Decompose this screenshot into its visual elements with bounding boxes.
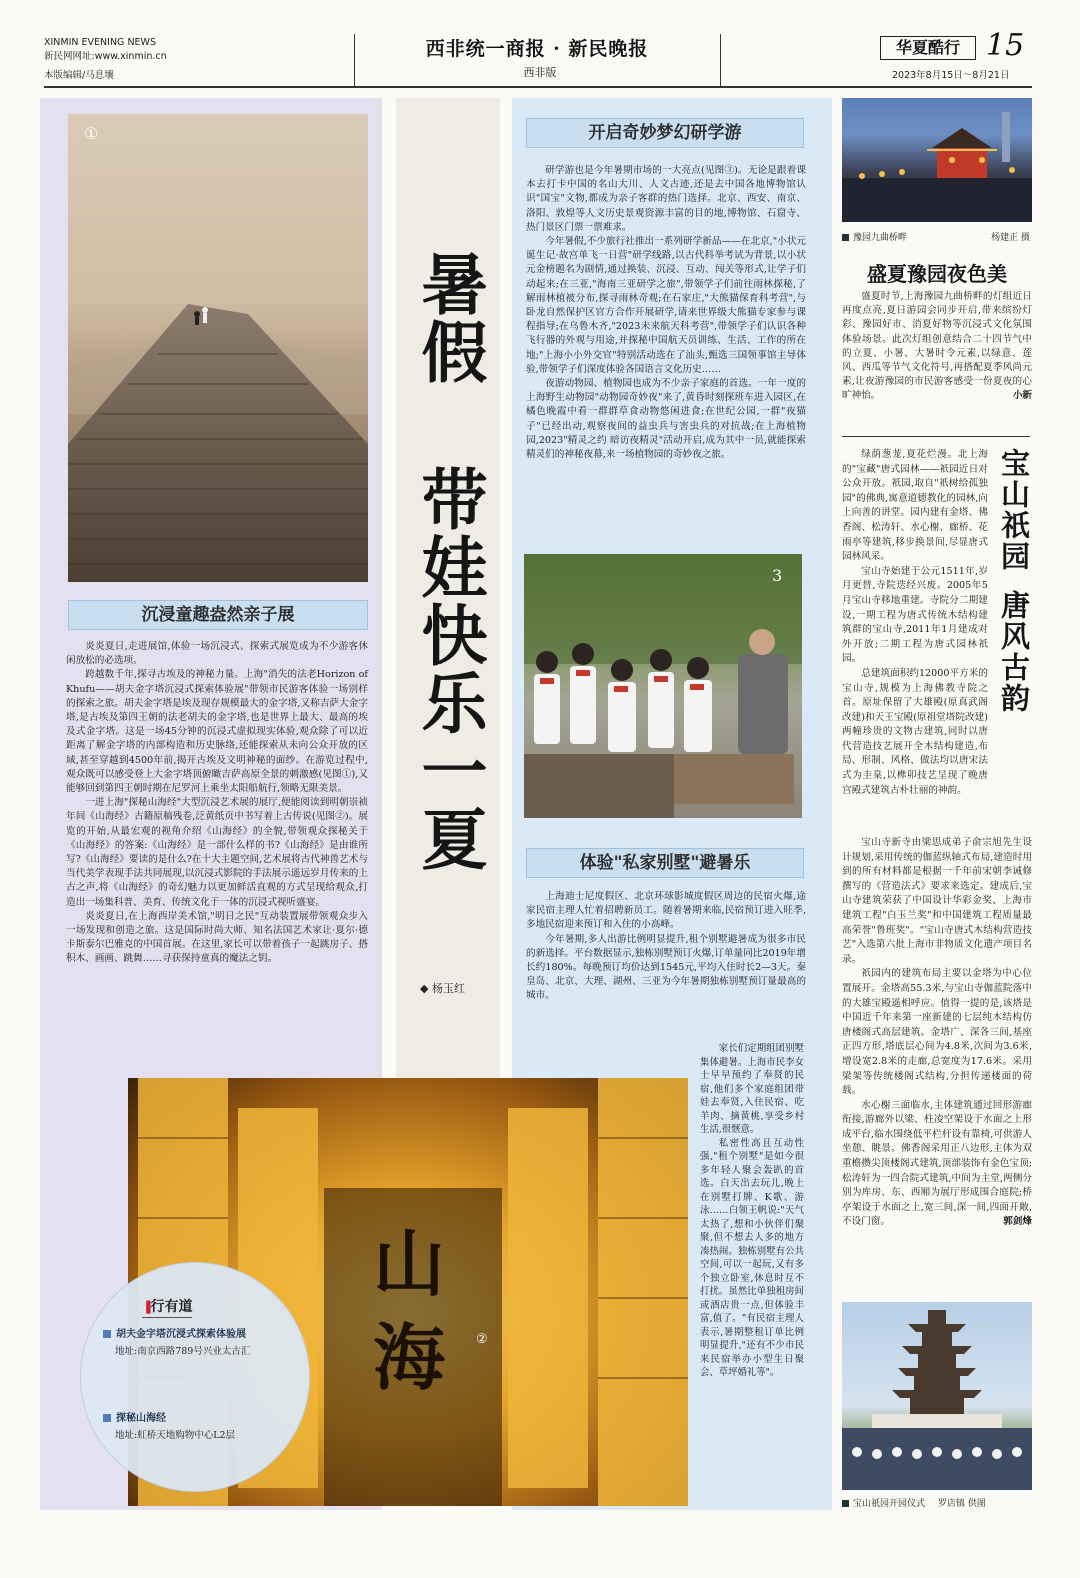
yuyuan-author: 小新 xyxy=(1012,390,1032,402)
column-label: 华夏酷行 xyxy=(880,36,976,60)
info-item-1-name: 胡夫金字塔沉浸式探索体验展 xyxy=(116,1329,246,1340)
website-line: 新民网网址:www.xinmin.cn xyxy=(44,51,167,62)
mid-article-2-body-top xyxy=(526,890,806,1004)
caption-square-icon xyxy=(842,234,849,241)
pagoda-photo xyxy=(842,1302,1032,1490)
info-item-2-address: 地址:虹桥天地购物中心L2层 xyxy=(115,1430,236,1441)
left-paragraph: 一进上海"探秘山海经"大型沉浸艺术展的展厅,便能阅读到明朝崇祯年间《山海经》古籍原稿残卷,泛黄纸页中书写着上古传说(见图②)。展览的开始,从最宏观的视角介绍《山海经》的全貌,带领观众探秘关于《山海经》的答案:《山海经》是一部什么样的书?《山海经》是由谁所写?《山海经》要读的是什么?在十大主题空间,艺术展将古代神兽艺术与当代美学表现手法共同展现,以沉浸式影院的手法展示遥远岁月传来的上古之声,将《山海经》的奇幻魅力以更加鲜活直观的方式呈现给观众,打造出一场集科普、美育、传统文化于一体的沉浸式视听盛宴。 xyxy=(66,797,368,908)
info-item-1-address: 地址:南京西路789号兴业太古汇 xyxy=(115,1346,251,1357)
pagoda-caption-place: 宝山祇园开园仪式 xyxy=(853,1499,926,1509)
pyramid-illustration xyxy=(68,114,368,582)
baoshan-paragraph xyxy=(842,1099,1032,1230)
left-paragraph: 炎炎夏日,在上海西岸美术馆,"明日之民"互动装置展带领观众步入一场发现和创造之旅。这是国际时尚大师、知名法国艺术家让·夏尔·德卡斯泰尔巴雅克的中国首展。在这里,家长可以带着孩子一起跳房子、搭积木、画画、跳舞……寻获保持童真的魔法之钥。 xyxy=(66,910,368,965)
yuyuan-photo xyxy=(842,98,1032,222)
mid-paragraph: 上海迪士尼度假区、北京环球影城度假区周边的民宿火爆,途家民宿主理人忙着招聘新员工。随着暑期来临,民宿预订进入旺季,多地民宿迎来预订和入住的小高峰。 xyxy=(526,891,806,931)
mid-section-title-2: 体验"私家别墅"避暑乐 xyxy=(526,848,804,878)
study-tour-illustration xyxy=(524,554,802,818)
issue-date: 2023年8月15日～8月21日 xyxy=(892,70,1010,81)
info-item-2 xyxy=(103,1412,263,1443)
page-number: 15 xyxy=(986,28,1025,63)
baoshan-title-2: 唐风古韵 xyxy=(997,590,1031,714)
yuyuan-text: 盛夏时节,上海豫园九曲桥畔的灯组近日再度点亮,夏日游园会同步开启,带来缤纷灯彩、豫园好市、消夏好物等沉浸式文化氛围体验场景。此次灯组创意结合二十四节气中的立夏、小暑、大暑时令元素,以绿意、莲风、西瓜等节气文化符号,再搭配夏季风尚元素,让夜游豫园的市民游客感受一份夏夜的心旷神怡。 xyxy=(842,291,1032,402)
baoshan-author: 郭剑烽 xyxy=(1003,1216,1032,1228)
baoshan-paragraph: 绿荫葱茏,夏花烂漫。北上海的"宝藏"唐式园林——祇园近日对公众开放。祇园,取自"祇树给孤独园"的佛典,寓意道德教化的园林,向上向善的讲堂。园内建有金塔、佛香阁、松涛轩、水心榭、廊桥、花雨亭等建筑,移步换景间,尽显唐式园林风采。 xyxy=(842,449,988,563)
masthead-divider-left xyxy=(354,34,355,86)
baoshan-title-1: 宝山祇园 xyxy=(997,448,1031,572)
masthead-divider-right xyxy=(720,34,721,86)
author-byline: ◆ 杨玉红 xyxy=(420,982,465,995)
info-item-1 xyxy=(103,1328,263,1359)
caption-square-icon xyxy=(842,1500,849,1507)
baoshan-paragraph: 总建筑面积约12000平方米的宝山寺,规模为上海佛教寺院之首。原址保留了大雄殿(原真武阁改建)和天王宝殿(原祖堂塔院改建)两幢珍贵的文物古建筑,同时以唐代营造技艺展开全木结构建造,布局、形制、风格、做法均以唐宋法式为圭臬,以榫卯技艺呈现了晚唐宫殿式建筑古朴壮丽的神韵。 xyxy=(842,667,988,796)
left-article-body xyxy=(66,640,368,967)
mid-paragraph: 夜游动物园、植物园也成为不少亲子家庭的首选。一年一度的上海野生动物园"动物园奇妙夜"来了,黄昏时刻探班车进入园区,在橘色晚霞中看一群群草食动物悠闲进食;在世纪公园,一群"夜猫子"已经出动,观察夜间的益虫兵与害虫兵的对抗战;在上海植物园,2023"精灵之约 暗访夜精灵"活动开启,成为其中一员,就能探索精灵们的神秘夜幕,来一场植物园的奇妙夜之旅。 xyxy=(526,378,806,461)
info-item-2-name: 探秘山海经 xyxy=(116,1413,166,1424)
info-box-brand: ▐行有道 xyxy=(142,1296,192,1318)
info-bullet-icon xyxy=(103,1414,111,1422)
mid-paragraph: 研学游也是今年暑期市场的一大亮点(见图③)。无论是跟着课本去打卡中国的名山大川、人文古迹,还是去中国各地博物馆认识"国宝"文物,都成为亲子客群的热门选择。北京、西安、南京、洛阳、敦煌等人文历史景观资源丰富的目的地,博物馆、石窟寺、热门景区门票一票难求。 xyxy=(526,165,806,233)
mid-paragraph: 私密性高且互动性强,"租个别墅"是如今很多年轻人聚会轰趴的首选。白天出去玩儿,晚上在别墅打牌、K歌、游泳……白领王帆说:"天气太热了,想和小伙伴们聚聚,但不想去人多的地方凑热闹。独栋别墅有公共空间,可以一起玩,又有多个独立卧室,休息时互不打扰。虽然比单独租房间或酒店贵一点,但体验丰富,值了。"有民宿主理人表示,暑期整租订单比例明显提升,"还有不少市民来民宿举办小型生日聚会、草坪婚礼等"。 xyxy=(700,1137,804,1378)
left-paragraph: 炎炎夏日,走进展馆,体验一场沉浸式、探索式展览成为不少游客休闲放松的必选项。 xyxy=(66,641,368,667)
edition-label: 西非版 xyxy=(523,66,557,79)
pagoda-illustration xyxy=(842,1302,1032,1490)
pagoda-caption xyxy=(842,1496,1032,1509)
baoshan-body-wide xyxy=(842,836,1032,1230)
info-bullet-icon xyxy=(103,1330,111,1338)
left-section-title: 沉浸童趣盎然亲子展 xyxy=(68,600,368,630)
yuyuan-caption-place: 豫园九曲桥畔 xyxy=(853,233,908,243)
editor-line: 本版编辑/马息壤 xyxy=(44,70,114,81)
info-box-brand-text: 行有道 xyxy=(150,1299,193,1315)
main-headline: 暑假 带娃快乐一夏 xyxy=(410,250,487,873)
big-char-shan: 山 xyxy=(373,1221,446,1306)
mid-section-title-1: 开启奇妙梦幻研学游 xyxy=(526,118,804,148)
masthead-rule xyxy=(44,86,1032,88)
author-name: 杨玉红 xyxy=(431,982,465,995)
mid-paragraph: 家长们定期组团别墅集体避暑。上海市民李女士早早预约了奉贤的民宿,他们多个家庭组团带娃去奉贤,入住民宿、吃羊肉、摘黄桃,享受乡村生活,很惬意。 xyxy=(700,1043,804,1135)
baoshan-body-narrow xyxy=(842,448,988,798)
photo-number-1: ① xyxy=(84,124,99,143)
baoshan-paragraph: 祇园内的建筑布局主要以金塔为中心位置展开。金塔高55.3米,与宝山寺伽蓝院落中的大雄宝殿遥相呼应。值得一提的是,该塔是中国近千年来第一座新建的七层纯木结构仿唐楼阁式高层建筑。金塔广、深各三间,基座正四方形,塔底层心间为4.8米,次间为3.6米,增设宽2.8米的走廊,总宽度为17.6米。采用梁架等传统楼阁式结构,分担传递楼面的荷载。 xyxy=(842,968,1032,1097)
info-box xyxy=(80,1262,310,1492)
baoshan-paragraph: 宝山寺始建于公元1511年,岁月更替,寺院迭经兴废。2005年5月宝山寺移地重建。寺院分二期建设,一期工程为唐式传统木结构建筑群的宝山寺,2011年1月建成对外开放;二期工程为唐式园林祇园。 xyxy=(842,565,988,665)
right-column-divider xyxy=(842,436,1030,437)
big-char-hai: 海 xyxy=(373,1315,446,1400)
mid-article-1-body xyxy=(526,164,806,462)
mid-paragraph: 今年暑假,不少旅行社推出一系列研学新品——在北京,"小状元诞生记·故宫单飞一日营"研学线路,以古代科举考试为背景,以小状元金榜题名为剧情,通过换装、沉浸、互动、闯关等形式,让学子们动起来;在三亚,"海南三亚研学之旅",带领学子们前往雨林探秘,了解雨林植被分布,探寻雨林奇观;在石家庄,"大熊猫保育科考营",与卧龙自然保护区官方合作开展研学,请来世界级大熊猫专家参与课程指导;在乌鲁木齐,"2023未来航天科考营",带领学子们认识各种飞行器的外观与用途,并探秘中国航天员训练、生活、工作的所在地;"上海小小外交官"特别活动选在了汕头,甄选三国领事馆主导体验,带领学子们深度体验各国语言文化历史…… xyxy=(526,236,806,375)
yuyuan-paragraph xyxy=(842,290,1032,404)
photo-number-3: 3 xyxy=(772,566,783,585)
left-paragraph: 跨越数千年,探寻古埃及的神秘力量。上海"消失的法老Horizon of Khufu——胡夫金字塔沉浸式探索体验展"带领市民游客体验一场别样的探索之旅。胡夫金字塔是埃及现存规模最大的金字塔,又称吉萨大金字塔,是古埃及第四王朝的法老胡夫的金字塔,也是世界上最大、最高的埃及式金字塔。这是一场45分钟的沉浸式虚拟现实体验,观众除了可以近距离了解金字塔的内部构造和历史脉络,还能探索从未向公众开放的区域,甚至穿越到4500年前,揭开古埃及文明神秘的面纱。在游览过程中,观众既可以感受登上大金字塔顶俯瞰吉萨高原全景的刺激感(见图①),又能够回到第四王朝时期在尼罗河上乘坐太阳船航行,领略无限美景。 xyxy=(66,669,368,795)
yuyuan-title: 盛夏豫园夜色美 xyxy=(867,262,1007,286)
newspaper-english-name: XINMIN EVENING NEWS xyxy=(44,37,156,48)
baoshan-last-text: 水心榭三面临水,主体建筑通过回形游廊衔接,游廊外以梁、柱凌空架设于水面之上形成平台,临水围绕低平栏杆设有靠椅,可供游人坐憩、眺景。佛香阁采用正八边形,主体为双重檐攒尖顶楼阁式建筑,顶部装饰有金色宝顶;松涛轩为一四合院式建筑,中间为主堂,两侧分别为库房、东、西厢为展厅形成围合庭院;桥亭架设于水面之上,宽三间,深一间,四面开敞,不设门窗。 xyxy=(842,1099,1032,1228)
photo-number-2: ② xyxy=(476,1332,488,1347)
mid-article-2-body-narrow xyxy=(700,1042,804,1380)
yuyuan-body xyxy=(842,290,1032,404)
yuyuan-illustration xyxy=(842,98,1032,222)
baoshan-paragraph: 宝山寺新寺由梁思成弟子俞宗旭先生设计规划,采用传统的伽蓝纵轴式布局,建造时用到的所有材料都是根据一千年前宋朝李诫修撰写的《营造法式》要求来选定。建成后,宝山寺建筑荣获了中国设计华彩金奖、上海市建筑工程"白玉兰奖"和中国建筑工程质量最高荣誉"鲁班奖"。"宝山寺唐式木结构营造技艺"入选第六批上海市非物质文化遗产项目名录。 xyxy=(842,837,1032,965)
yuyuan-caption xyxy=(842,230,1032,243)
pyramid-photo xyxy=(68,114,368,582)
study-tour-photo xyxy=(524,554,802,818)
yuyuan-caption-photographer: 杨建正 摄 xyxy=(991,233,1030,243)
newspaper-logo: 西非统一商报 · 新民晚报 xyxy=(425,38,649,60)
pagoda-caption-photographer: 罗店镇 供图 xyxy=(937,1499,986,1509)
mid-paragraph: 今年暑期,多人出游比例明显提升,租个别墅避暑成为很多市民的新选择。平台数据显示,独栋别墅预订火爆,订单量同比2019年增长约180%。每晚预订均价达到1545元,平均入住时长2—3天。秦皇岛、北京、大理、湖州、三亚为今年暑期独栋别墅预订量最高的城市。 xyxy=(526,933,806,1002)
